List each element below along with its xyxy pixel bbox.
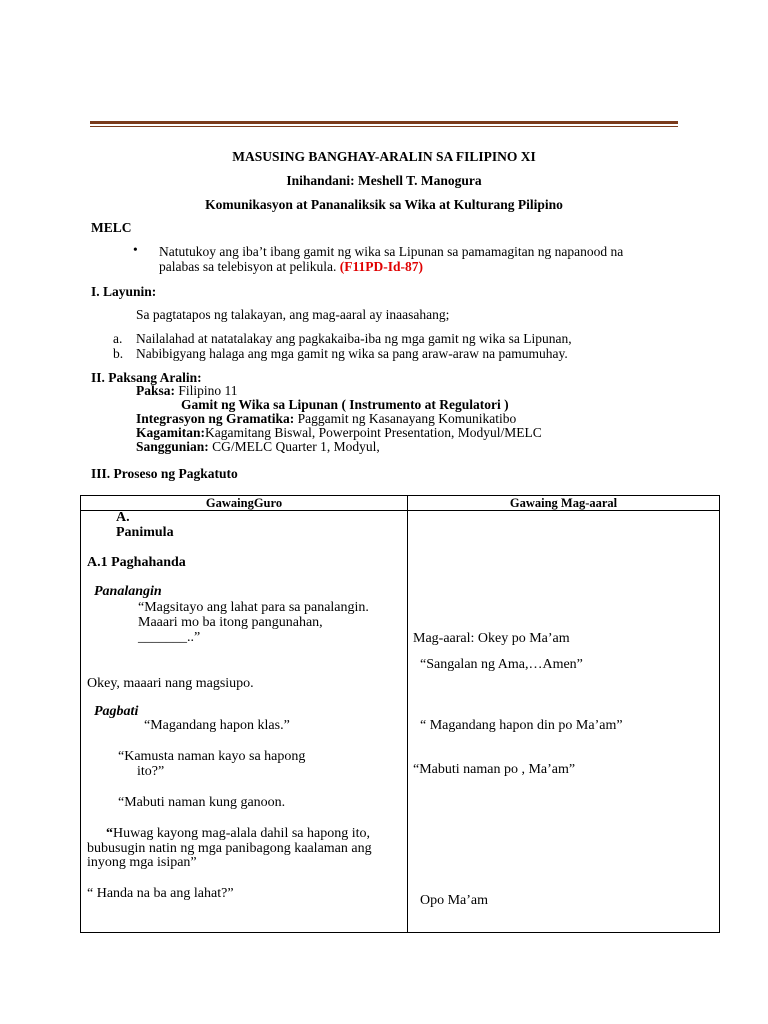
- subject-title: Komunikasyon at Pananaliksik sa Wika at Kulturang Pilipino: [205, 197, 563, 212]
- header-rule-thin: [90, 126, 678, 127]
- handa-line: “ Handa na ba ang lahat?”: [87, 886, 234, 901]
- melc-bullet: •: [133, 242, 138, 257]
- paksa-topic: Gamit ng Wika sa Lipunan ( Instrumento at Regulatori ): [181, 397, 509, 412]
- okey-magsiupo: Okey, maaari nang magsiupo.: [87, 676, 254, 691]
- huwag-line1: [106, 826, 370, 842]
- layunin-item-b: Nabibigyang halaga ang mga gamit ng wika sa pang araw-araw na pamumuhay.: [136, 346, 568, 361]
- panalangin-line3: _______..”: [138, 630, 201, 645]
- mabuti-guro: “Mabuti naman kung ganoon.: [118, 795, 286, 810]
- layunin-item-b-marker: b.: [113, 346, 124, 361]
- kamusta-line1: “Kamusta naman kayo sa hapong: [118, 749, 306, 764]
- paksa-value: Filipino 11: [175, 383, 238, 398]
- layunin-intro: Sa pagtatapos ng talakayan, ang mag-aaral ay inaasahang;: [136, 307, 450, 322]
- panalangin-line1: “Magsitayo ang lahat para sa panalangin.: [138, 600, 369, 615]
- document-title: MASUSING BANGHAY-ARALIN SA FILIPINO XI: [232, 149, 536, 164]
- kamusta-line2: ito?”: [137, 764, 165, 779]
- panalangin-line2: Maaari mo ba itong pangunahan,: [138, 615, 323, 630]
- paksang-aralin-heading: II. Paksang Aralin:: [91, 370, 202, 385]
- section-a1-title: A.1 Paghahanda: [87, 555, 186, 570]
- huwag-line2: bubusugin natin ng mga panibagong kaalaman ang: [87, 841, 372, 856]
- table-header-guro: GawaingGuro: [205, 496, 283, 510]
- section-a-marker: A.: [116, 510, 130, 525]
- magaaral-mabuti: “Mabuti naman po , Ma’am”: [413, 762, 576, 777]
- magaaral-okey: Mag-aaral: Okey po Ma’am: [413, 631, 570, 646]
- sanggunian-line: [136, 439, 380, 455]
- prepared-by: Inihandani: Meshell T. Manogura: [286, 173, 482, 188]
- melc-bullet-line2: [159, 259, 423, 275]
- melc-code: (F11PD-Id-87): [339, 259, 423, 274]
- layunin-heading: I. Layunin:: [91, 284, 157, 299]
- magaaral-opo: Opo Ma’am: [420, 893, 489, 908]
- kagamitan-value: Kagamitang Biswal, Powerpoint Presentation, Modyul/MELC: [205, 425, 542, 440]
- proseso-heading: III. Proseso ng Pagkatuto: [91, 466, 238, 481]
- kagamitan-label: Kagamitan:: [136, 425, 205, 440]
- layunin-item-a-marker: a.: [113, 331, 123, 346]
- table-column-divider: [407, 496, 408, 932]
- melc-bullet-text: palabas sa telebisyon at pelikula.: [159, 259, 337, 274]
- huwag-open-quote: “: [106, 826, 113, 841]
- melc-bullet-line1: Natutukoy ang iba’t ibang gamit ng wika sa Lipunan sa pamamagitan ng napanood na: [159, 244, 624, 259]
- magaaral-sangalan: “Sangalan ng Ama,…Amen”: [420, 657, 583, 672]
- header-rule-thick: [90, 121, 678, 124]
- layunin-item-a: Nailalahad at natatalakay ang pagkakaiba-iba ng mga gamit ng wika sa Lipunan,: [136, 331, 572, 346]
- sanggunian-value: CG/MELC Quarter 1, Modyul,: [208, 439, 380, 454]
- panalangin-heading: Panalangin: [94, 584, 162, 599]
- section-a-title: Panimula: [116, 525, 174, 540]
- pagbati-heading: Pagbati: [94, 704, 139, 719]
- paksa-label: Paksa:: [136, 383, 176, 398]
- table-header-magaaral: Gawaing Mag-aaral: [509, 496, 618, 510]
- sanggunian-label: Sanggunian:: [136, 439, 209, 454]
- pagbati-line: “Magandang hapon klas.”: [144, 718, 290, 733]
- integrasyon-label: Integrasyon ng Gramatika:: [136, 411, 295, 426]
- huwag-line3: inyong mga isipan”: [87, 855, 197, 870]
- integrasyon-value: Paggamit ng Kasanayang Komunikatibo: [294, 411, 517, 426]
- huwag-line1-text: Huwag kayong mag-alala dahil sa hapong ito,: [113, 826, 370, 841]
- melc-heading: MELC: [91, 220, 132, 235]
- magaaral-magandang: “ Magandang hapon din po Ma’am”: [420, 718, 623, 733]
